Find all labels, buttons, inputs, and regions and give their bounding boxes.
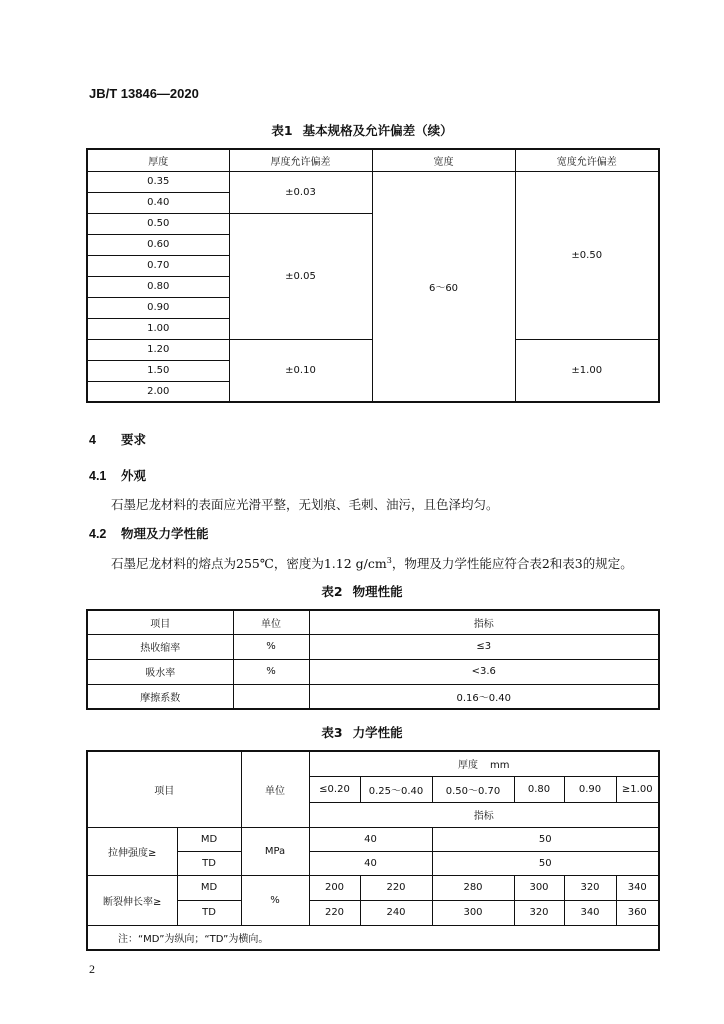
table1-header-cell: 厚度 [87,149,229,171]
value-cell: 40 [309,827,432,851]
standard-number: JB/T 13846—2020 [89,86,199,101]
table2-title: 物理性能 [352,584,403,599]
thickness-tolerance-cell: ±0.10 [229,339,372,402]
value-cell: 340 [616,875,659,900]
table2-number: 表2 [321,584,343,599]
property-value: ≤3 [309,634,659,659]
table1-header-cell: 宽度 [372,149,515,171]
page-number: 2 [89,962,95,976]
property-name: 吸水率 [87,659,233,684]
section-4-2-heading [89,524,209,542]
value-cell: 300 [514,875,564,900]
table3 [86,750,660,951]
property-unit: % [233,659,309,684]
table1 [86,148,660,403]
thickness-cell: 2.00 [87,381,229,402]
table2-caption [0,582,724,600]
table3-number: 表3 [321,725,343,740]
thickness-cell: 0.80 [87,276,229,297]
index-header: 指标 [309,802,659,827]
value-cell: 360 [616,900,659,925]
thickness-col: 0.90 [564,776,616,802]
table2-header-cell: 单位 [233,610,309,634]
thickness-header [309,751,659,776]
thickness-cell: 1.20 [87,339,229,360]
thickness-cell: 0.50 [87,213,229,234]
table1-number: 表1 [271,123,293,138]
property-value: 0.16～0.40 [309,684,659,709]
section-number: 4 [89,433,96,447]
thickness-cell: 0.60 [87,234,229,255]
table1-header-row [87,149,659,171]
direction-label: TD [177,851,241,875]
thickness-col: 0.50～0.70 [432,776,514,802]
table-row [87,875,659,900]
table3-note-row [87,925,659,950]
table1-header-cell: 厚度允许偏差 [229,149,372,171]
width-tolerance-cell: ±0.50 [515,171,659,339]
value-cell: 280 [432,875,514,900]
table3-note: 注：“MD”为纵向；“TD”为横向。 [87,925,659,950]
thickness-cell: 0.70 [87,255,229,276]
property-value: <3.6 [309,659,659,684]
section-number: 4.2 [89,527,107,541]
value-cell: 50 [432,851,659,875]
value-cell: 320 [514,900,564,925]
property-unit [233,684,309,709]
table-row [87,684,659,709]
value-cell: 50 [432,827,659,851]
value-cell: 240 [360,900,432,925]
thickness-cell: 0.35 [87,171,229,192]
table2 [86,609,660,710]
value-cell: 320 [564,875,616,900]
table-row [87,827,659,851]
thickness-label: 厚度 [458,760,479,772]
width-tolerance-cell: ±1.00 [515,339,659,402]
thickness-cell: 1.00 [87,318,229,339]
section-title: 物理及力学性能 [121,526,209,541]
thickness-cell: 1.50 [87,360,229,381]
section-title: 外观 [121,468,147,483]
thickness-col: ≤0.20 [309,776,360,802]
value-cell: 300 [432,900,514,925]
table2-header-row [87,610,659,634]
table-row [87,171,659,192]
table3-title: 力学性能 [352,725,403,740]
table-row [87,659,659,684]
table2-header-cell: 指标 [309,610,659,634]
superscript: 3 [386,555,392,565]
width-cell: 6～60 [372,171,515,402]
elongation-unit: % [241,875,309,925]
thickness-col: ≥1.00 [616,776,659,802]
table-row [87,634,659,659]
direction-label: MD [177,875,241,900]
property-unit: % [233,634,309,659]
thickness-tolerance-cell: ±0.05 [229,213,372,339]
value-cell: 220 [309,900,360,925]
thickness-col: 0.25～0.40 [360,776,432,802]
thickness-cell: 0.90 [87,297,229,318]
section-number: 4.1 [89,469,107,483]
table1-title: 基本规格及允许偏差（续） [302,123,453,138]
text-part: ，物理及力学性能应符合表2和表3的规定。 [391,556,633,571]
tensile-strength-label: 拉伸强度≥ [87,827,177,875]
value-cell: 340 [564,900,616,925]
value-cell: 220 [360,875,432,900]
table2-header-cell: 项目 [87,610,233,634]
property-name: 热收缩率 [87,634,233,659]
thickness-cell: 0.40 [87,192,229,213]
property-name: 摩擦系数 [87,684,233,709]
table3-unit-header: 单位 [241,751,309,827]
section-4-2-text [111,554,633,572]
value-cell: 200 [309,875,360,900]
table3-header-row [87,751,659,776]
tensile-unit: MPa [241,827,309,875]
thickness-tolerance-cell: ±0.03 [229,171,372,213]
thickness-unit: mm [490,760,510,772]
thickness-col: 0.80 [514,776,564,802]
table3-caption [0,723,724,741]
table1-header-cell: 宽度允许偏差 [515,149,659,171]
section-4-1-heading [89,466,146,484]
section-4-heading [89,430,146,448]
text-part: 石墨尼龙材料的熔点为255℃，密度为1.12 g/cm [111,556,387,571]
table1-caption [0,121,724,139]
direction-label: TD [177,900,241,925]
section-title: 要求 [121,432,147,447]
direction-label: MD [177,827,241,851]
table3-item-header: 项目 [87,751,241,827]
value-cell: 40 [309,851,432,875]
section-4-1-text: 石墨尼龙材料的表面应光滑平整，无划痕、毛刺、油污，且色泽均匀。 [111,497,499,512]
elongation-label: 断裂伸长率≥ [87,875,177,925]
